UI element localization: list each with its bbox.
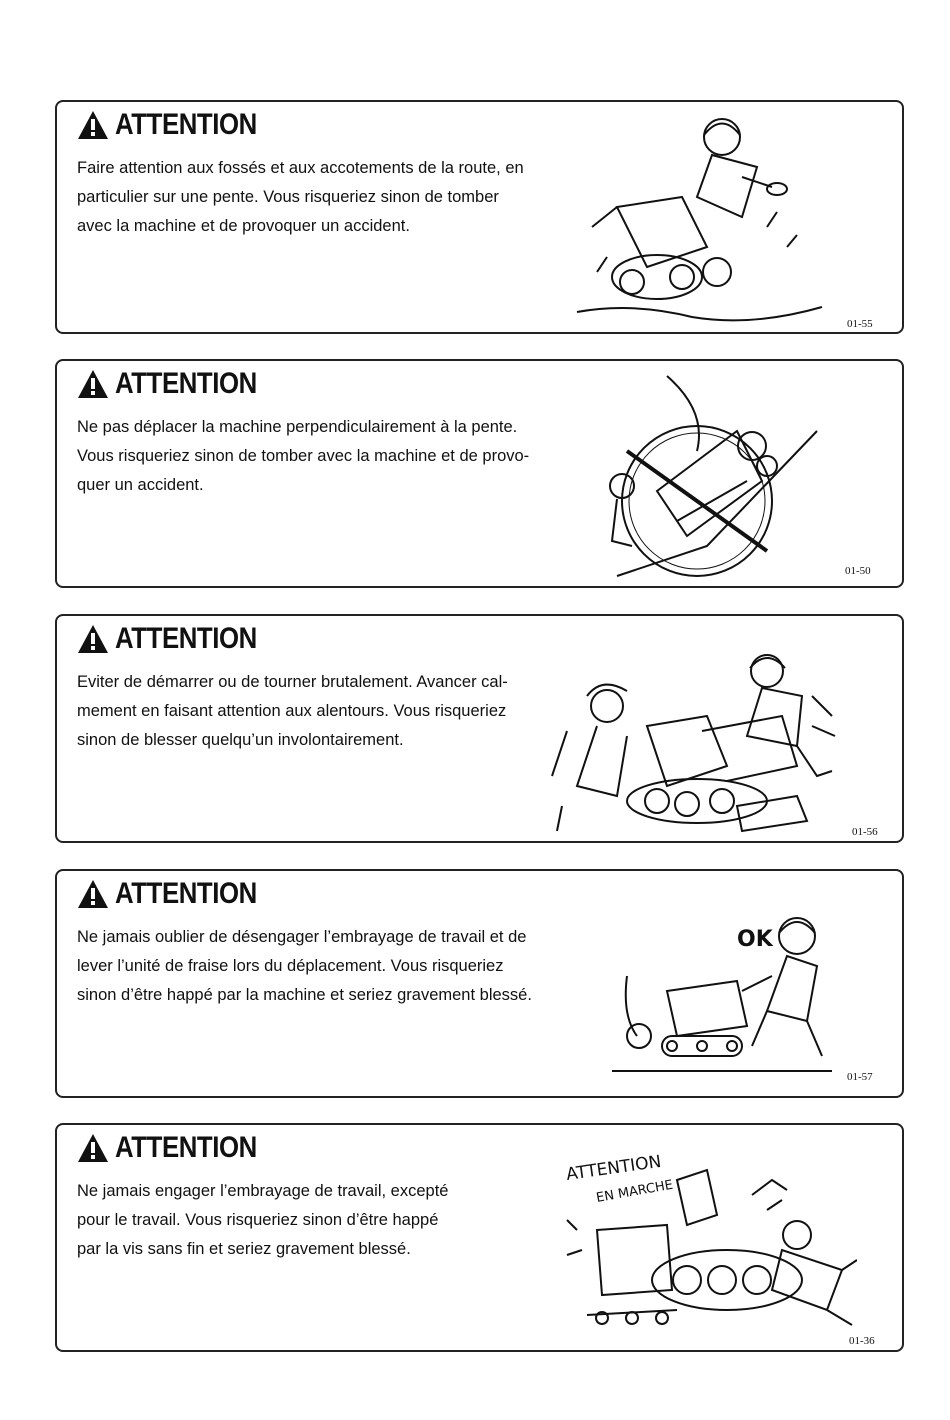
text-line: Eviter de démarrer ou de tourner brutalement. Avancer cal- [77,673,508,691]
warning-box [55,614,904,843]
heading-text: ATTENTION [115,1131,257,1164]
warning-box [55,359,904,588]
heading-text: ATTENTION [115,877,257,910]
text-line: pour le travail. Vous risqueriez sinon d’être happé [77,1211,439,1229]
prohibited-slope-illustration [587,371,827,581]
figure-code: 01-50 [845,565,871,577]
illustration-caption-2: EN MARCHE [595,1177,675,1206]
warning-text [77,1177,448,1264]
warning-triangle-icon [77,369,109,399]
warning-box [55,869,904,1098]
warning-heading [77,108,280,142]
warning-text [77,154,524,241]
text-line: sinon d’être happé par la machine et seriez gravement blessé. [77,986,532,1004]
text-line: par la vis sans fin et seriez gravement blessé. [77,1240,411,1258]
heading-text: ATTENTION [115,367,257,400]
warning-triangle-icon [77,1133,109,1163]
heading-text: ATTENTION [115,622,257,655]
heading-text: ATTENTION [115,108,257,141]
warning-box [55,100,904,334]
warning-triangle-icon [77,624,109,654]
figure-code: 01-56 [852,826,878,838]
text-line: Ne jamais engager l’embrayage de travail, excepté [77,1182,449,1200]
warning-text [77,413,529,500]
text-line: mement en faisant attention aux alentours. Vous risqueriez [77,702,507,720]
text-line: particulier sur une pente. Vous risqueriez sinon de tomber [77,188,499,206]
ok-transport-illustration [607,896,837,1081]
text-line: Ne pas déplacer la machine perpendiculairement à la pente. [77,418,518,436]
warning-heading [77,877,280,911]
warning-text [77,923,532,1010]
text-line: quer un accident. [77,476,204,494]
collision-illustration [547,636,837,841]
warning-text [77,668,508,755]
figure-code: 01-55 [847,318,873,330]
falling-snowblower-illustration [572,107,842,332]
text-line: lever l’unité de fraise lors du déplacement. Vous risqueriez [77,957,504,975]
warning-triangle-icon [77,110,109,140]
figure-code: 01-57 [847,1071,873,1083]
warning-box [55,1123,904,1352]
warning-heading [77,367,280,401]
warning-triangle-icon [77,879,109,909]
ok-label: OK [737,927,773,952]
text-line: sinon de blesser quelqu’un involontairement. [77,731,404,749]
warning-heading [77,1131,280,1165]
text-line: avec la machine et de provoquer un accident. [77,217,410,235]
figure-code: 01-36 [849,1335,875,1347]
warning-heading [77,622,280,656]
illustration-caption-1: ATTENTION [564,1151,663,1185]
text-line: Vous risqueriez sinon de tomber avec la machine et de provo- [77,447,530,465]
text-line: Faire attention aux fossés et aux accotements de la route, en [77,159,524,177]
text-line: Ne jamais oublier de désengager l’embrayage de travail et de [77,928,527,946]
auger-danger-illustration [557,1140,857,1340]
